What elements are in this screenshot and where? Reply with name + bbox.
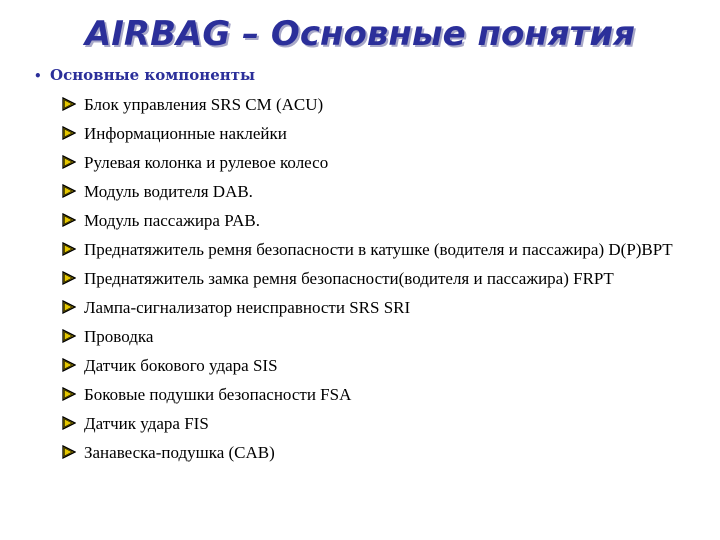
list-item (62, 181, 712, 202)
list-item-label: Модуль пассажира PAB. (84, 211, 260, 230)
list-item (62, 442, 712, 463)
section-heading (34, 66, 255, 84)
arrow-right-icon (62, 387, 76, 401)
bullet-dot-icon: • (34, 69, 42, 83)
arrow-right-icon (62, 213, 76, 227)
list-item-label: Боковые подушки безопасности FSA (84, 385, 352, 404)
arrow-right-icon (62, 300, 76, 314)
list-item-label: Преднатяжитель замка ремня безопасности(водителя и пассажира) FRPT (84, 269, 614, 288)
arrow-right-icon (62, 126, 76, 140)
arrow-right-icon (62, 97, 76, 111)
list-item (62, 239, 712, 260)
list-item (62, 210, 712, 231)
arrow-right-icon (62, 184, 76, 198)
list-item-label: Датчик удара FIS (84, 414, 209, 433)
list-item (62, 94, 712, 115)
component-list (62, 94, 712, 471)
arrow-right-icon (62, 242, 76, 256)
arrow-right-icon (62, 155, 76, 169)
list-item (62, 326, 712, 347)
arrow-right-icon (62, 271, 76, 285)
slide-title: AIRBAG – Основные понятия (84, 14, 636, 54)
list-item-label: Лампа-сигнализатор неисправности SRS SRI (84, 298, 411, 317)
arrow-right-icon (62, 358, 76, 372)
list-item-label: Рулевая колонка и рулевое колесо (84, 153, 329, 172)
list-item (62, 384, 712, 405)
list-item-label: Модуль водителя DAB. (84, 182, 253, 201)
list-item-label: Информационные наклейки (84, 124, 287, 143)
list-item-label: Блок управления SRS CM (ACU) (84, 95, 324, 114)
arrow-right-icon (62, 445, 76, 459)
list-item (62, 355, 712, 376)
arrow-right-icon (62, 416, 76, 430)
list-item-label: Проводка (84, 327, 154, 346)
arrow-right-icon (62, 329, 76, 343)
list-item (62, 413, 712, 434)
list-item (62, 123, 712, 144)
list-item (62, 152, 712, 173)
list-item (62, 297, 712, 318)
list-item-label: Занавеска-подушка (CAB) (84, 443, 275, 462)
section-heading-label: Основные компоненты (50, 66, 256, 84)
list-item (62, 268, 712, 289)
list-item-label: Датчик бокового удара SIS (84, 356, 278, 375)
list-item-label: Преднатяжитель ремня безопасности в катушке (водителя и пассажира) D(P)BPT (84, 240, 673, 259)
